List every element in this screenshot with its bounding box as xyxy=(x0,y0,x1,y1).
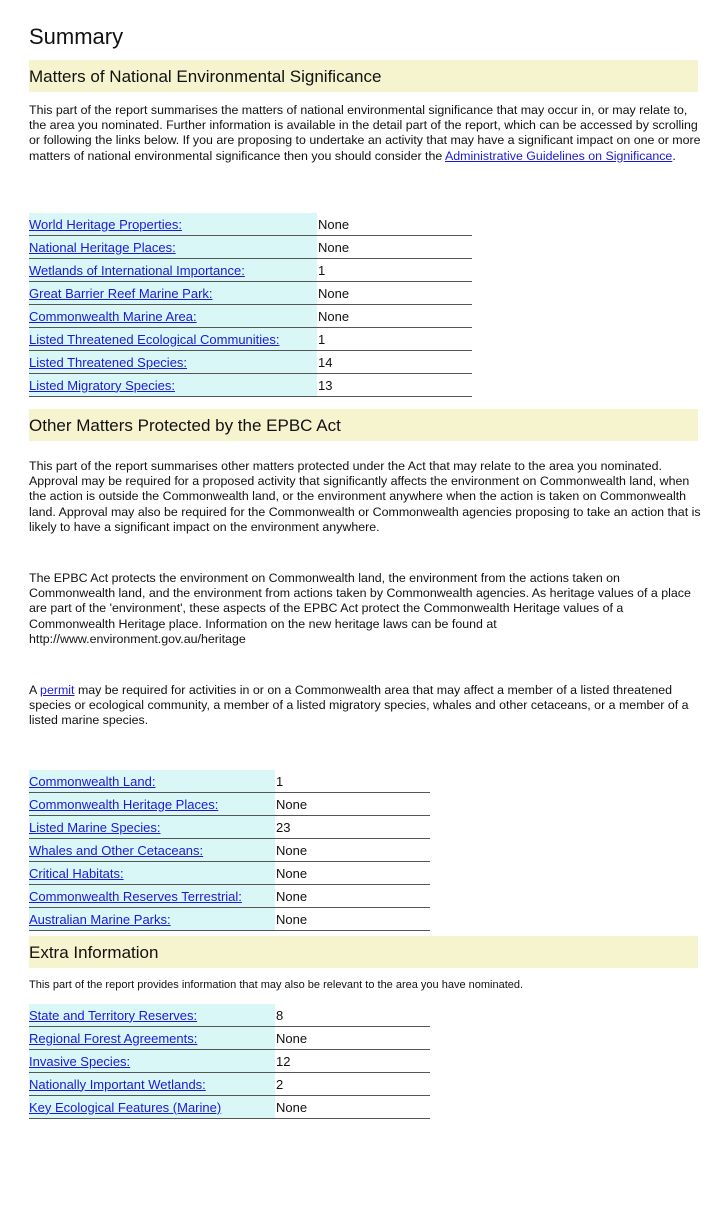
row-link[interactable]: World Heritage Properties: xyxy=(29,216,182,232)
row-value: 8 xyxy=(275,1004,430,1027)
row-link[interactable]: Critical Habitats: xyxy=(29,865,124,881)
table-row xyxy=(29,259,472,282)
mnes-table xyxy=(29,213,472,397)
row-link[interactable]: Listed Migratory Species: xyxy=(29,377,175,393)
row-link[interactable]: Commonwealth Marine Area: xyxy=(29,308,197,324)
row-link[interactable]: National Heritage Places: xyxy=(29,239,176,255)
table-row xyxy=(29,374,472,397)
table-row xyxy=(29,236,472,259)
other-paragraph-3 xyxy=(29,683,701,729)
row-value: None xyxy=(275,908,430,931)
row-value: 13 xyxy=(317,374,472,397)
row-value: None xyxy=(317,213,472,236)
table-row xyxy=(29,1027,430,1050)
row-value: None xyxy=(317,236,472,259)
row-link[interactable]: Australian Marine Parks: xyxy=(29,911,171,927)
table-row xyxy=(29,328,472,351)
row-value: 12 xyxy=(275,1050,430,1073)
table-row xyxy=(29,1096,430,1119)
row-value: None xyxy=(275,793,430,816)
table-row xyxy=(29,351,472,374)
row-value: 23 xyxy=(275,816,430,839)
row-link[interactable]: Commonwealth Land: xyxy=(29,773,156,789)
section-header-other xyxy=(29,409,698,441)
row-value: None xyxy=(275,885,430,908)
other-table xyxy=(29,770,430,931)
section-heading: Matters of National Environmental Significance xyxy=(29,67,382,86)
row-link[interactable]: Invasive Species: xyxy=(29,1053,131,1069)
permit-link[interactable]: permit xyxy=(40,683,75,697)
row-link[interactable]: Great Barrier Reef Marine Park: xyxy=(29,285,213,301)
table-row xyxy=(29,282,472,305)
permit-text: may be required for activities in or on a Commonwealth area that may affect a member of a listed threatened species or ecological community, a member of a listed migratory species, whales and other cetaceans, or a member of a listed marine species. xyxy=(29,683,689,728)
table-row xyxy=(29,305,472,328)
row-value: None xyxy=(275,839,430,862)
mnes-intro-paragraph: This part of the report summarises the matters of national environmental significance that may occur in, or may relate to, the area you nominated. Further information is available in the detail part of the report, which can be accessed by scrolling or following the links below. If you are proposing to undertake an activity that may have a significant impact on one or more matters of national environmental significance then you should consider the Administrative Guidelines on Significance. xyxy=(29,103,701,163)
row-link[interactable]: Nationally Important Wetlands: xyxy=(29,1076,206,1092)
page-title: Summary xyxy=(29,24,124,49)
table-row xyxy=(29,908,430,931)
row-link[interactable]: Key Ecological Features (Marine) xyxy=(29,1099,222,1115)
table-row xyxy=(29,1004,430,1027)
row-link[interactable]: Whales and Other Cetaceans: xyxy=(29,842,204,858)
table-row xyxy=(29,816,430,839)
row-link[interactable]: Listed Threatened Ecological Communities: xyxy=(29,331,280,347)
section-heading: Extra Information xyxy=(29,943,159,962)
row-value: 14 xyxy=(317,351,472,374)
row-value: None xyxy=(275,1096,430,1119)
row-link[interactable]: State and Territory Reserves: xyxy=(29,1007,198,1023)
section-heading: Other Matters Protected by the EPBC Act xyxy=(29,416,341,435)
row-value: 1 xyxy=(275,770,430,793)
table-row xyxy=(29,1073,430,1096)
row-link[interactable]: Listed Marine Species: xyxy=(29,819,161,835)
table-row xyxy=(29,213,472,236)
table-row xyxy=(29,793,430,816)
row-value: None xyxy=(317,282,472,305)
row-link[interactable]: Listed Threatened Species: xyxy=(29,354,188,370)
guidelines-link[interactable]: Administrative Guidelines on Significance xyxy=(445,148,673,163)
other-paragraph-2: The EPBC Act protects the environment on Commonwealth land, the environment from the actions taken on Commonwealth land, and the environment from actions taken by Commonwealth agencies. As heritage values of a place are part of the 'environment', these aspects of the EPBC Act protect the Commonwealth Heritage values of a Commonwealth Heritage place. Information on the new heritage laws can be found at http://www.environment.gov.au/heritage xyxy=(29,571,691,646)
row-value: 1 xyxy=(317,328,472,351)
permit-prefix: A xyxy=(29,683,37,697)
table-row xyxy=(29,862,430,885)
row-link[interactable]: Regional Forest Agreements: xyxy=(29,1030,198,1046)
row-value: None xyxy=(317,305,472,328)
row-value: 2 xyxy=(275,1073,430,1096)
table-row xyxy=(29,1050,430,1073)
table-row xyxy=(29,885,430,908)
section-header-extra xyxy=(29,936,698,968)
extra-table xyxy=(29,1004,430,1119)
other-paragraph-1: This part of the report summarises other matters protected under the Act that may relate to the area you nominated. Approval may be required for a proposed activity that significantly affects the environment on Commonwealth land, when the action is outside the Commonwealth land, or the environment anywhere when the action is taken on Commonwealth land. Approval may also be required for the Commonwealth or Commonwealth agencies proposing to take an action that is likely to have a significant impact on the environment anywhere. xyxy=(29,459,701,534)
extra-intro-paragraph: This part of the report provides information that may also be relevant to the area you have nominated. xyxy=(29,979,524,991)
row-link[interactable]: Commonwealth Reserves Terrestrial: xyxy=(29,888,242,904)
mnes-intro-text: This part of the report summarises the matters of national environmental significance that may occur in, or may relate to, the area you nominated. Further information is available in the detail part of the report, which can be accessed by scrolling or following the links below. If you are proposing to undertake an activity that may have a significant impact on one or more matters of national environmental significance then you should consider the xyxy=(29,103,701,163)
row-link[interactable]: Commonwealth Heritage Places: xyxy=(29,796,219,812)
table-row xyxy=(29,839,430,862)
row-link[interactable]: Wetlands of International Importance: xyxy=(29,262,245,278)
table-row xyxy=(29,770,430,793)
row-value: None xyxy=(275,1027,430,1050)
row-value: 1 xyxy=(317,259,472,282)
section-header-mnes xyxy=(29,60,698,92)
row-value: None xyxy=(275,862,430,885)
